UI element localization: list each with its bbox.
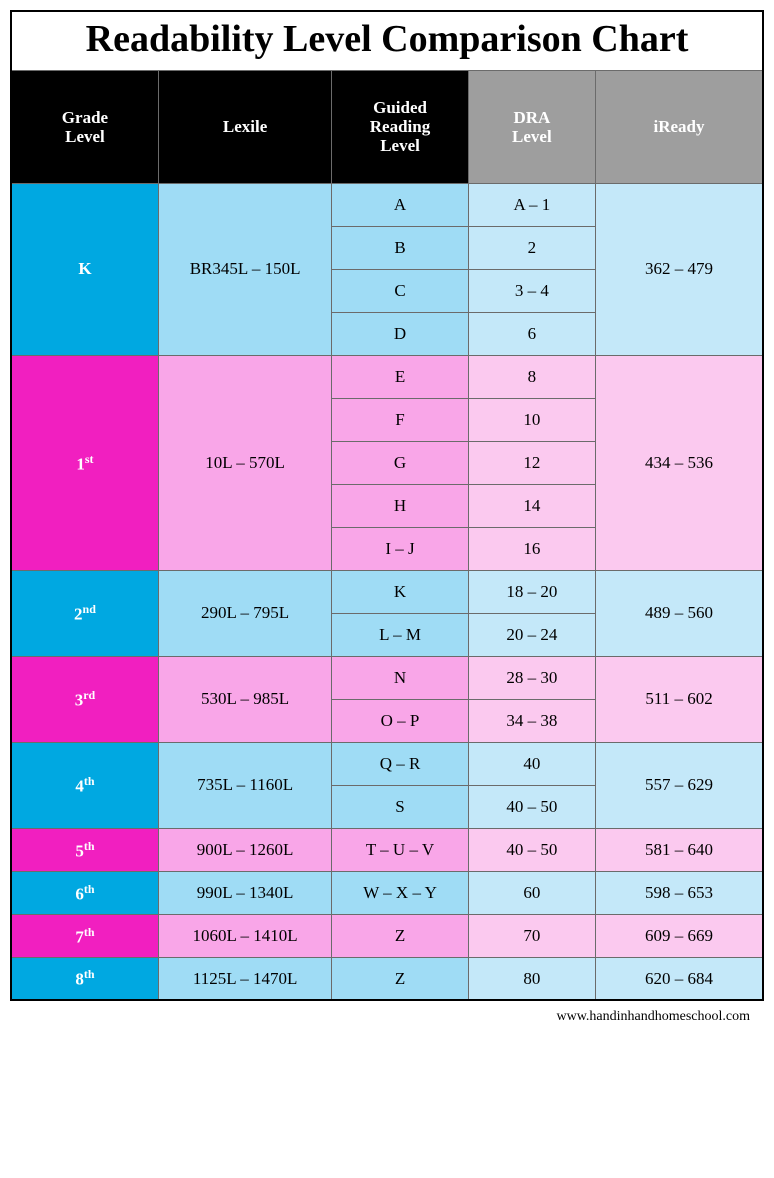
dra-cell: 80 (468, 957, 595, 1000)
source-url: www.handinhandhomeschool.com (556, 1009, 750, 1025)
column-header-dra-level (468, 70, 595, 183)
header-line: Level (65, 126, 105, 146)
grade-cell-5th (11, 828, 158, 871)
grade-label: 1 (76, 454, 85, 474)
grade-label: 4 (75, 776, 84, 796)
dra-cell: 8 (468, 355, 595, 398)
lexile-cell-k: BR345L – 150L (158, 183, 331, 355)
lexile-cell-2nd: 290L – 795L (158, 570, 331, 656)
table-row (11, 742, 763, 785)
grade-ordinal-suffix: nd (82, 602, 96, 617)
table-row (11, 871, 763, 914)
dra-cell: 40 – 50 (468, 785, 595, 828)
column-header-grade-level (11, 70, 158, 183)
readability-comparison-table (10, 70, 764, 1002)
header-line: DRA (513, 107, 551, 127)
dra-cell: 14 (468, 484, 595, 527)
grade-label: 5 (75, 841, 84, 861)
table-row (11, 183, 763, 226)
header-line: iReady (653, 117, 705, 137)
grade-cell-7th (11, 914, 158, 957)
grl-cell: N (332, 656, 468, 699)
lexile-cell-3rd: 530L – 985L (158, 656, 331, 742)
grl-cell: Q – R (332, 742, 468, 785)
header-line: Guided (373, 98, 427, 118)
grl-cell: W – X – Y (332, 871, 468, 914)
grade-cell-8th (11, 957, 158, 1000)
grade-label: 6 (75, 884, 84, 904)
iready-cell-3rd: 511 – 602 (596, 656, 763, 742)
grl-cell: Z (332, 914, 468, 957)
dra-cell: 60 (468, 871, 595, 914)
header-line: Lexile (222, 117, 268, 137)
grade-ordinal-suffix: th (83, 881, 95, 896)
iready-cell-6th: 598 – 653 (596, 871, 763, 914)
dra-cell: 20 – 24 (468, 613, 595, 656)
grade-label: K (78, 259, 92, 279)
grade-ordinal-suffix: th (83, 838, 95, 853)
grade-label: 2 (74, 604, 83, 624)
dra-cell: 12 (468, 441, 595, 484)
grl-cell: O – P (332, 699, 468, 742)
dra-cell: 34 – 38 (468, 699, 595, 742)
grade-cell-2nd (11, 570, 158, 656)
grl-cell: C (332, 269, 468, 312)
dra-cell: 6 (468, 312, 595, 355)
lexile-cell-1st: 10L – 570L (158, 355, 331, 570)
table-body (11, 183, 763, 1000)
grade-ordinal-suffix: st (84, 451, 94, 466)
header-line: Level (380, 136, 420, 156)
dra-cell: 2 (468, 226, 595, 269)
iready-cell-1st: 434 – 536 (596, 355, 763, 570)
grade-cell-6th (11, 871, 158, 914)
grade-ordinal-suffix: th (83, 774, 95, 789)
grl-cell: D (332, 312, 468, 355)
dra-cell: 40 – 50 (468, 828, 595, 871)
title-bar (10, 10, 764, 70)
iready-cell-2nd: 489 – 560 (596, 570, 763, 656)
iready-cell-8th: 620 – 684 (596, 957, 763, 1000)
table-row (11, 570, 763, 613)
grl-cell: I – J (332, 527, 468, 570)
table-row (11, 355, 763, 398)
dra-cell: 10 (468, 398, 595, 441)
column-header-iready (596, 70, 763, 183)
grade-ordinal-suffix: th (83, 967, 95, 982)
grl-cell: A (332, 183, 468, 226)
grl-cell: H (332, 484, 468, 527)
grade-label: 7 (75, 927, 84, 947)
grl-cell: E (332, 355, 468, 398)
dra-cell: 40 (468, 742, 595, 785)
grade-ordinal-suffix: rd (83, 688, 96, 703)
grl-cell: K (332, 570, 468, 613)
dra-cell: 70 (468, 914, 595, 957)
grl-cell: F (332, 398, 468, 441)
table-header (11, 70, 763, 183)
dra-cell: 28 – 30 (468, 656, 595, 699)
dra-cell: 18 – 20 (468, 570, 595, 613)
header-line: Reading (369, 117, 431, 137)
page-title: Readability Level Comparison Chart (85, 18, 689, 60)
grade-cell-k (11, 183, 158, 355)
header-line: Grade (61, 107, 109, 127)
lexile-cell-5th: 900L – 1260L (158, 828, 331, 871)
table-row (11, 957, 763, 1000)
grade-label: 3 (74, 690, 84, 710)
column-header-lexile (158, 70, 331, 183)
table-row (11, 656, 763, 699)
grade-label: 8 (75, 969, 84, 989)
iready-cell-4th: 557 – 629 (596, 742, 763, 828)
lexile-cell-4th: 735L – 1160L (158, 742, 331, 828)
grl-cell: G (332, 441, 468, 484)
grl-cell: Z (332, 957, 468, 1000)
grade-cell-4th (11, 742, 158, 828)
dra-cell: 16 (468, 527, 595, 570)
grl-cell: B (332, 226, 468, 269)
table-row (11, 828, 763, 871)
lexile-cell-7th: 1060L – 1410L (158, 914, 331, 957)
iready-cell-7th: 609 – 669 (596, 914, 763, 957)
grade-cell-3rd (11, 656, 158, 742)
lexile-cell-8th: 1125L – 1470L (158, 957, 331, 1000)
dra-cell: A – 1 (468, 183, 595, 226)
dra-cell: 3 – 4 (468, 269, 595, 312)
grade-cell-1st (11, 355, 158, 570)
grl-cell: T – U – V (332, 828, 468, 871)
iready-cell-5th: 581 – 640 (596, 828, 763, 871)
lexile-cell-6th: 990L – 1340L (158, 871, 331, 914)
iready-cell-k: 362 – 479 (596, 183, 763, 355)
grade-ordinal-suffix: th (83, 924, 95, 939)
table-row (11, 914, 763, 957)
header-line: Level (512, 126, 552, 146)
grl-cell: S (332, 785, 468, 828)
grl-cell: L – M (332, 613, 468, 656)
column-header-guided-reading-level (332, 70, 468, 183)
